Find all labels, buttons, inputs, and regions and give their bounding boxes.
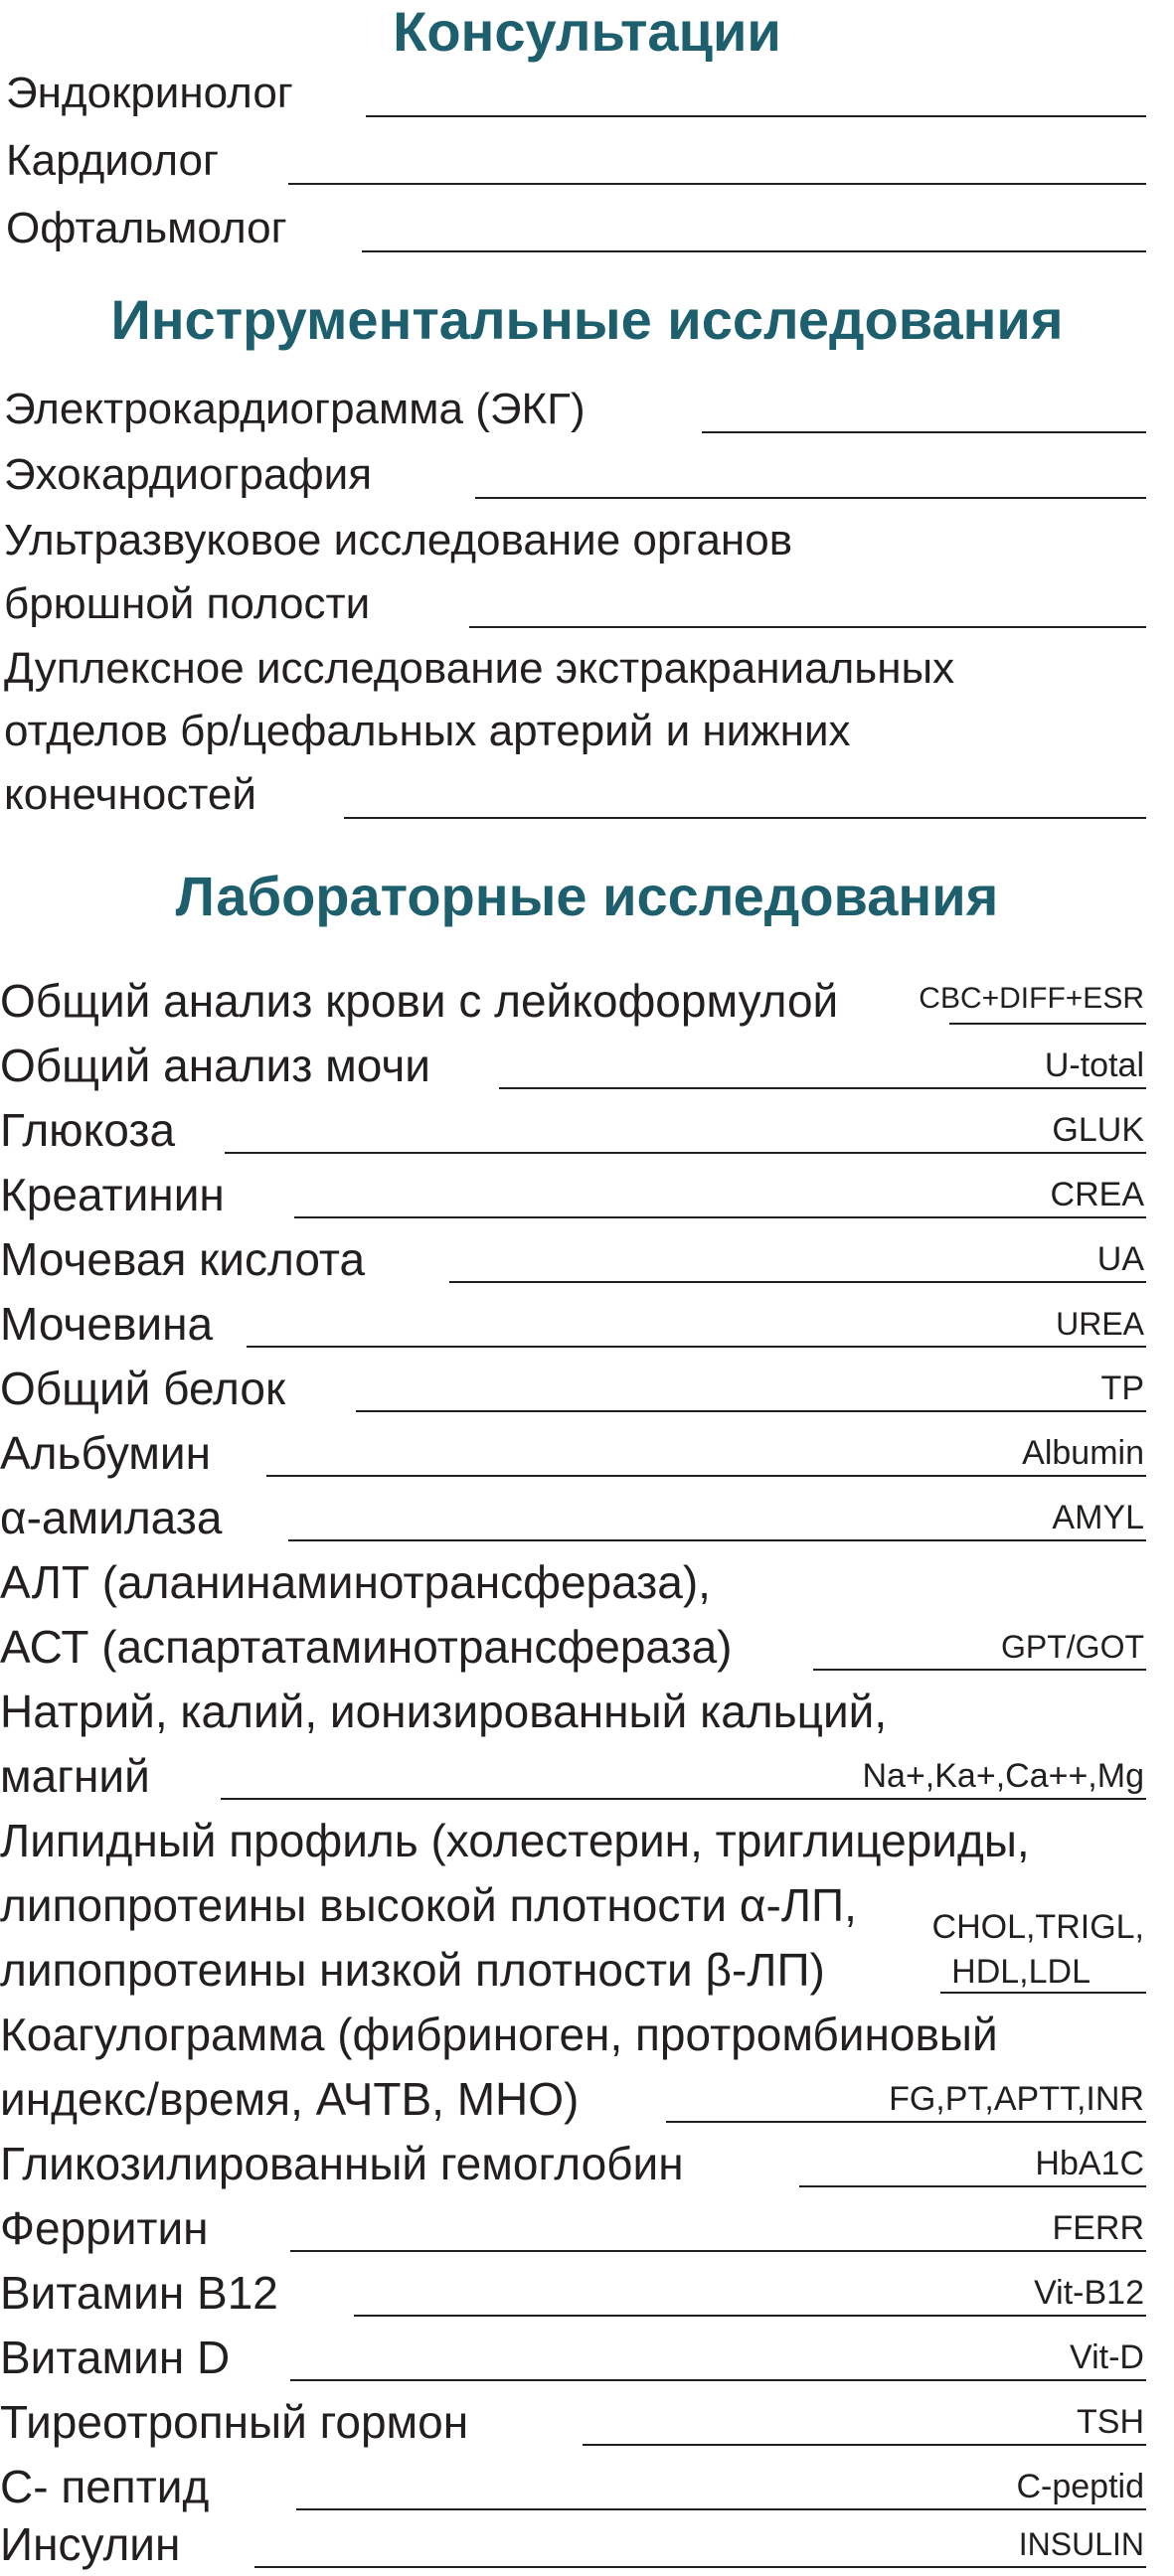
instrumental-duplex-row-3 (0, 765, 1174, 825)
lab-label: Общий анализ крови с лейкоформулой (0, 975, 839, 1027)
instrumental-ultrasound-row-1 (0, 511, 1174, 570)
lab-code: CREA (1050, 1176, 1144, 1213)
fill-in-line (225, 1152, 1146, 1154)
consult-ophthalmologist-row (0, 199, 1174, 258)
lab-label: магний (0, 1750, 150, 1802)
lab-glucose-row (0, 1100, 1174, 1160)
instrumental-echo-row (0, 445, 1174, 505)
lab-uric-acid-row (0, 1229, 1174, 1289)
lab-code: GLUK (1052, 1111, 1144, 1149)
lab-code: GPT/GOT (1001, 1629, 1144, 1665)
lab-label: Общий анализ мочи (0, 1040, 430, 1091)
lab-b12-row (0, 2263, 1174, 2323)
fill-in-line (583, 2444, 1146, 2446)
lab-code: CBC+DIFF+ESR (919, 982, 1144, 1015)
lab-hba1c-row (0, 2134, 1174, 2193)
fill-in-line (702, 431, 1146, 433)
instrumental-label: Электрокардиограмма (ЭКГ) (4, 385, 586, 433)
fill-in-line (354, 2315, 1146, 2317)
lab-code: UA (1096, 1240, 1144, 1278)
instrumental-label: Дуплексное исследование экстракраниальных (4, 644, 955, 693)
lab-label: Липидный профиль (холестерин, триглицериды, (0, 1815, 1030, 1866)
lab-lipid-row-3 (0, 1940, 1174, 2000)
consult-label: Эндокринолог (6, 69, 293, 117)
instrumental-ultrasound-row-2 (0, 574, 1174, 634)
lab-label: Альбумин (0, 1427, 212, 1479)
lab-albumin-row (0, 1423, 1174, 1483)
fill-in-line (499, 1087, 1146, 1089)
fill-in-line (475, 497, 1146, 499)
fill-in-line (296, 2508, 1146, 2510)
lab-label: Коагулограмма (фибриноген, протромбиновый (0, 2009, 998, 2060)
lab-code: TSH (1077, 2403, 1144, 2441)
lab-label: липопротеины низкой плотности β-ЛП) (0, 1944, 825, 1996)
lab-electrolytes-row-2 (0, 1746, 1174, 1806)
fill-in-line (290, 2379, 1146, 2381)
lab-label: Общий белок (0, 1363, 286, 1414)
lab-code: INSULIN (1018, 2526, 1144, 2562)
lab-label: Ферритин (0, 2202, 209, 2254)
fill-in-line (254, 2566, 1146, 2568)
lab-amylase-row (0, 1488, 1174, 1547)
lab-code: TP (1100, 1369, 1144, 1407)
fill-in-line (356, 1410, 1146, 1412)
fill-in-line (288, 183, 1146, 185)
fill-in-line (290, 2250, 1146, 2252)
lab-coagulogram-row-2 (0, 2069, 1174, 2129)
laboratory-title: Лабораторные исследования (175, 865, 999, 927)
consult-label: Кардиолог (6, 136, 220, 185)
lab-code: Albumin (1022, 1434, 1144, 1472)
fill-in-line (247, 1346, 1146, 1348)
lab-label: Креатинин (0, 1169, 225, 1220)
fill-in-line (666, 2121, 1146, 2123)
instrumental-title: Инструментальные исследования (110, 288, 1064, 351)
lab-label: Глюкоза (0, 1104, 176, 1156)
fill-in-line (940, 1992, 1146, 1994)
lab-electrolytes-row-1 (0, 1682, 1174, 1741)
lab-label: Мочевая кислота (0, 1233, 366, 1285)
lab-label: Гликозилированный гемоглобин (0, 2138, 684, 2189)
fill-in-line (949, 1023, 1146, 1025)
lab-vitamin-d-row (0, 2328, 1174, 2387)
lab-insulin-row (0, 2514, 1174, 2574)
lab-label: Мочевина (0, 1298, 214, 1350)
fill-in-line (449, 1281, 1146, 1283)
fill-in-line (469, 626, 1146, 628)
lab-creatinine-row (0, 1165, 1174, 1224)
lab-code: U-total (1044, 1046, 1144, 1084)
instrumental-duplex-row-1 (0, 639, 1174, 699)
lab-tsh-row (0, 2392, 1174, 2452)
instrumental-ecg-row (0, 380, 1174, 439)
fill-in-line (362, 250, 1146, 252)
lab-code: CHOL,TRIGL, (931, 1908, 1144, 1946)
lab-label: С- пептид (0, 2461, 210, 2512)
instrumental-duplex-row-2 (0, 702, 1174, 761)
lab-c-peptide-row (0, 2457, 1174, 2516)
instrumental-label: Эхокардиография (4, 450, 373, 499)
lab-total-protein-row (0, 1359, 1174, 1418)
instrumental-label: конечностей (4, 770, 256, 819)
lab-code: UREA (1056, 1306, 1144, 1342)
lab-code: Vit-D (1070, 2338, 1144, 2376)
fill-in-line (294, 1216, 1146, 1218)
consult-cardiologist-row (0, 131, 1174, 191)
fill-in-line (366, 115, 1146, 117)
lab-label: индекс/время, АЧТВ, МНО) (0, 2073, 580, 2125)
lab-urine-row (0, 1036, 1174, 1095)
instrumental-label: отделов бр/цефальных артерий и нижних (4, 707, 851, 755)
lab-cbc-row (0, 971, 1174, 1031)
lab-label: Тиреотропный гормон (0, 2396, 469, 2448)
consult-label: Офтальмолог (6, 204, 287, 252)
lab-code: FG,PT,APTT,INR (889, 2080, 1144, 2118)
lab-code: AMYL (1052, 1499, 1144, 1536)
lab-label: Витамин D (0, 2332, 231, 2383)
lab-lipid-row-1 (0, 1811, 1174, 1870)
lab-alt-row (0, 1552, 1174, 1612)
fill-in-line (266, 1475, 1146, 1477)
lab-label: АСТ (аспартатаминотрансфераза) (0, 1621, 733, 1673)
lab-label: липопротеины высокой плотности α-ЛП, (0, 1879, 857, 1931)
consult-endocrinologist-row (0, 64, 1174, 123)
lab-urea-row (0, 1294, 1174, 1354)
fill-in-line (799, 2185, 1146, 2187)
lab-coagulogram-row-1 (0, 2005, 1174, 2064)
lab-code: FERR (1052, 2209, 1144, 2247)
instrumental-label: Ультразвуковое исследование органов (4, 516, 793, 564)
lab-label: α-амилаза (0, 1492, 223, 1543)
lab-code: Na+,Ka+,Ca++,Mg (862, 1757, 1144, 1795)
fill-in-line (221, 1798, 1146, 1800)
lab-label: АЛТ (аланинаминотрансфераза), (0, 1556, 711, 1608)
lab-code: HbA1C (1035, 2145, 1144, 2182)
lab-code: C-peptid (1016, 2468, 1144, 2505)
lab-label: Витамин В12 (0, 2267, 278, 2319)
fill-in-line (344, 817, 1146, 819)
lab-code: Vit-B12 (1034, 2274, 1144, 2312)
lab-lipid-row-2 (0, 1875, 1174, 1946)
fill-in-line (813, 1669, 1146, 1671)
lab-label: Инсулин (0, 2518, 181, 2570)
lab-label: Натрий, калий, ионизированный кальций, (0, 1686, 888, 1737)
lab-ast-row (0, 1617, 1174, 1677)
lab-code: HDL,LDL (951, 1953, 1090, 1991)
consultations-title: Консультации (393, 0, 781, 63)
instrumental-label: брюшной полости (4, 579, 371, 628)
lab-ferritin-row (0, 2198, 1174, 2258)
fill-in-line (288, 1539, 1146, 1541)
